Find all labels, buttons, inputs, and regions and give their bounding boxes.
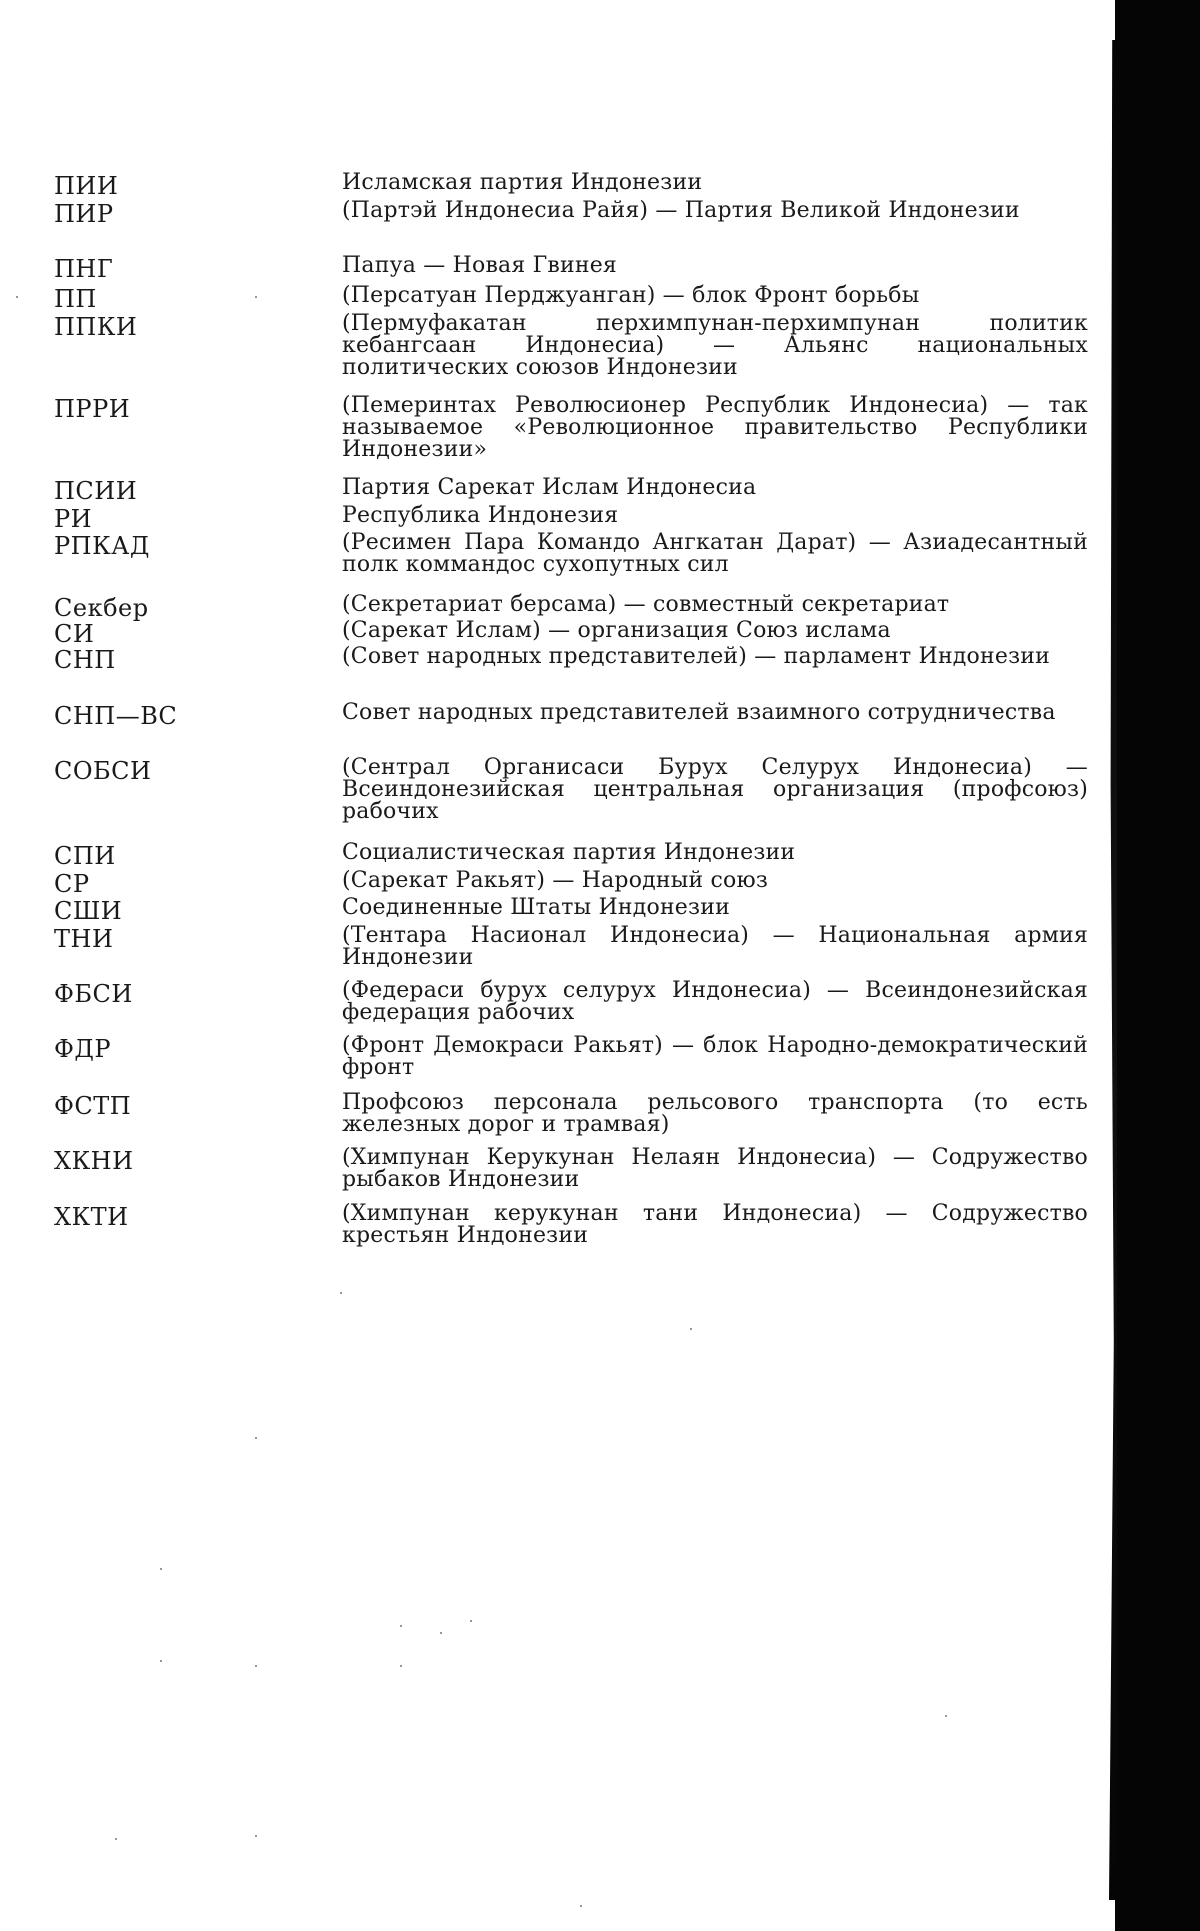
scan-edge xyxy=(1115,0,1200,1931)
definition: (Пемеринтах Революсионер Республик Индонесиа) — так называемое «Революционное правительство Республики Индонезии» xyxy=(342,393,1088,462)
abbreviation: РПКАД xyxy=(54,532,150,560)
scan-speck xyxy=(160,1568,162,1570)
abbreviation: ТНИ xyxy=(54,925,114,953)
scan-speck xyxy=(400,1625,402,1627)
scan-speck xyxy=(255,1835,257,1837)
definition: Исламская партия Индонезии xyxy=(342,170,703,195)
definition: (Пермуфакатан перхимпунан-перхимпунан политик кебангсаан Индонесиа) — Альянс национальных политических союзов Индонезии xyxy=(342,311,1088,380)
abbreviation: СР xyxy=(54,870,90,898)
definition: (Сарекат Ислам) — организация Союз ислама xyxy=(342,618,891,643)
abbreviation: Секбер xyxy=(54,594,149,622)
abbreviation: СНП xyxy=(54,646,116,674)
abbreviation: ПСИИ xyxy=(54,477,138,505)
definition: (Сентрал Органисаси Бурух Селурух Индонесиа) — Всеиндонезийская центральная организация (профсоюз) рабочих xyxy=(342,755,1088,824)
scan-speck xyxy=(160,1660,162,1662)
abbreviation: СОБСИ xyxy=(54,757,152,785)
abbreviation: РИ xyxy=(54,505,93,533)
definition: Партия Сарекат Ислам Индонесиа xyxy=(342,475,757,500)
definition: Папуа — Новая Гвинея xyxy=(342,253,617,278)
definition: Социалистическая партия Индонезии xyxy=(342,840,796,865)
scan-speck xyxy=(440,1632,442,1634)
definition: (Партэй Индонесиа Райя) — Партия Великой Индонезии xyxy=(342,198,1020,223)
abbreviation: СПИ xyxy=(54,842,116,870)
abbreviation: ПРРИ xyxy=(54,395,131,423)
definition: (Тентара Насионал Индонесиа) — Национальная армия Индонезии xyxy=(342,923,1088,970)
abbreviation: ППКИ xyxy=(54,313,138,341)
abbreviation: СНП—ВС xyxy=(54,702,178,730)
scan-speck xyxy=(255,1437,257,1439)
definition: (Химпунан Керукунан Нелаян Индонесиа) — Содружество рыбаков Индонезии xyxy=(342,1145,1088,1192)
definition: (Сарекат Ракьят) — Народный союз xyxy=(342,868,769,893)
scan-speck xyxy=(690,1328,692,1330)
scan-speck xyxy=(470,1620,472,1622)
abbreviation: ФБСИ xyxy=(54,980,133,1008)
definition: (Персатуан Перджуанган) — блок Фронт борьбы xyxy=(342,283,920,308)
abbreviation: ПИР xyxy=(54,200,114,228)
abbreviation: ПП xyxy=(54,285,97,313)
scan-speck xyxy=(255,296,257,298)
definition: (Федераси бурух селурух Индонесиа) — Всеиндонезийская федерация рабочих xyxy=(342,978,1088,1025)
definition: (Совет народных представителей) — парламент Индонезии xyxy=(342,644,1051,669)
scan-speck xyxy=(255,1665,257,1667)
definition: Соединенные Штаты Индонезии xyxy=(342,895,730,920)
definition: Профсоюз персонала рельсового транспорта (то есть железных дорог и трамвая) xyxy=(342,1090,1088,1137)
abbreviation: СИ xyxy=(54,620,95,648)
scan-speck xyxy=(340,1292,342,1294)
definition: (Химпунан керукунан тани Индонесиа) — Содружество крестьян Индонезии xyxy=(342,1201,1088,1248)
abbreviation: СШИ xyxy=(54,897,123,925)
definition: Республика Индонезия xyxy=(342,503,619,528)
definition: (Секретариат берсама) — совместный секретариат xyxy=(342,592,950,617)
abbreviation: ХКНИ xyxy=(54,1147,134,1175)
scan-speck xyxy=(115,1838,117,1840)
scan-speck xyxy=(580,1905,582,1907)
scan-speck xyxy=(945,1715,947,1717)
abbreviation: ПИИ xyxy=(54,172,119,200)
definition: (Фронт Демокраси Ракьят) — блок Народно-демократический фронт xyxy=(342,1033,1088,1080)
scan-speck xyxy=(400,1665,402,1667)
abbreviation: ХКТИ xyxy=(54,1203,129,1231)
definition: Совет народных представителей взаимного сотрудничества xyxy=(342,700,1056,725)
definition: (Ресимен Пара Командо Ангкатан Дарат) — Азиадесантный полк коммандос сухопутных сил xyxy=(342,530,1088,577)
abbreviation: ПНГ xyxy=(54,255,114,283)
abbreviation: ФСТП xyxy=(54,1092,132,1120)
abbreviation: ФДР xyxy=(54,1035,112,1063)
scan-speck xyxy=(16,296,18,298)
